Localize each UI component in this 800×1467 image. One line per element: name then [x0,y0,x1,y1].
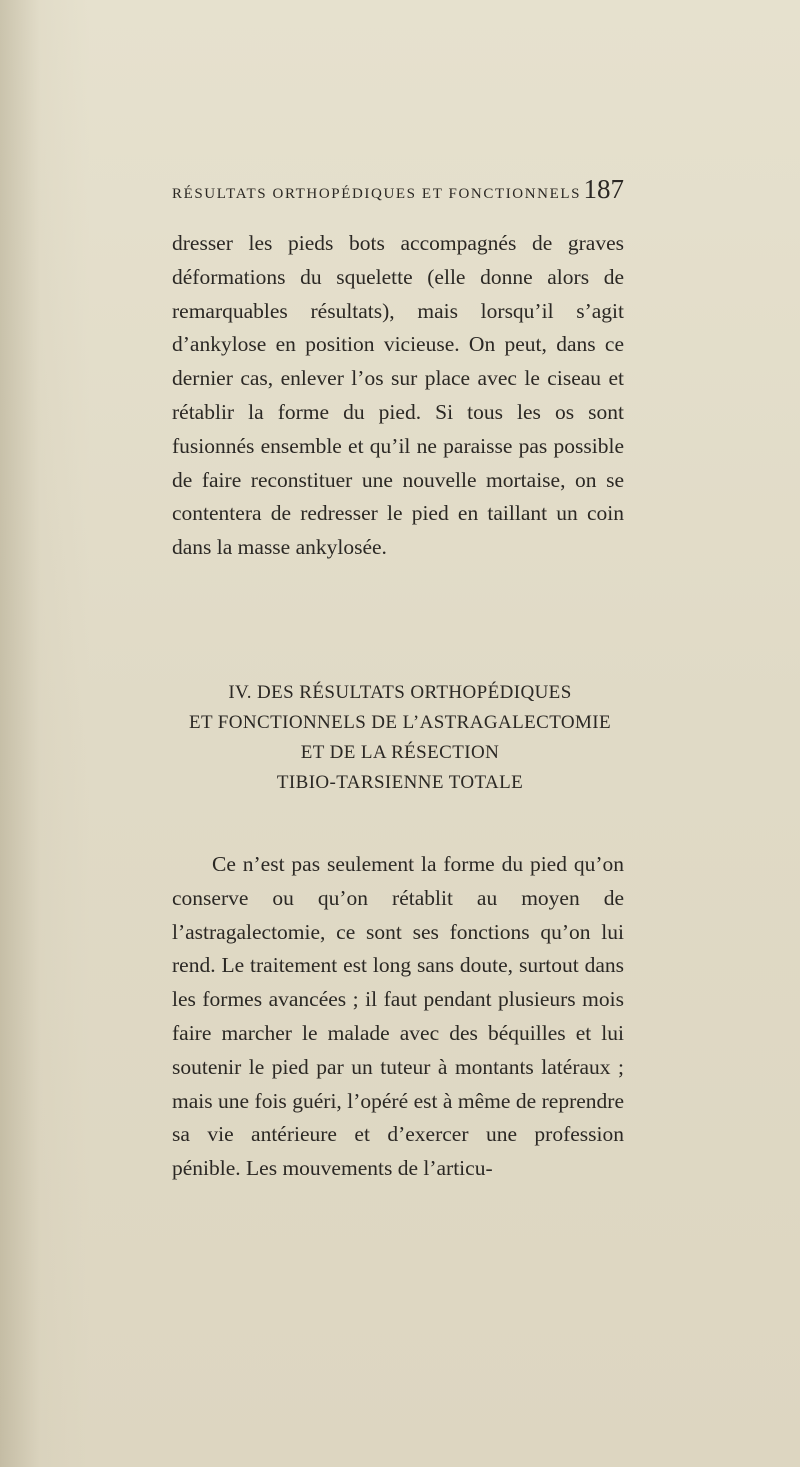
section-heading-line-3: ET DE LA RÉSECTION [300,742,500,763]
page-number: 187 [583,174,624,204]
section-heading-line-1: IV. DES RÉSULTATS ORTHOPÉDIQUES [228,682,572,703]
page-header [172,176,624,203]
paragraph-continuation: dresser les pieds bots accompagnés de graves déformations du squelette (elle donne alors de remarquables résultats), mais lorsqu’il s’agit d’ankylose en position vicieuse. On peut, dans ce dernier cas, enlever l’os sur place avec le ciseau et rétablir la forme du pied. Si tous les os sont fusionnés ensemble et qu’il ne paraisse pas possible de faire reconstituer une nouvelle mortaise, on se contentera de redresser le pied en taillant un coin dans la masse ankylosée. [172,231,624,560]
section-heading-line-4: TIBIO-TARSIENNE TOTALE [276,772,524,793]
paragraph-section-body: Ce n’est pas seulement la forme du pied qu’on conserve ou qu’on rétablit au moyen de l’astragalectomie, ce sont ses fonctions qu’on lui rend. Le traitement est long sans doute, surtout dans les formes avancées ; il faut pendant plusieurs mois faire marcher le malade avec des béquilles et lui soutenir le pied par un tuteur à montants latéraux ; mais une fois guéri, l’opéré est à même de reprendre sa vie antérieure et d’exercer une profession pénible. Les mouvements de l’articu- [172,852,624,1181]
section-heading [130,678,670,798]
running-title: RÉSULTATS ORTHOPÉDIQUES ET FONCTIONNELS [172,186,582,202]
section-heading-line-2: ET FONCTIONNELS DE L’ASTRAGALECTOMIE [188,712,612,733]
